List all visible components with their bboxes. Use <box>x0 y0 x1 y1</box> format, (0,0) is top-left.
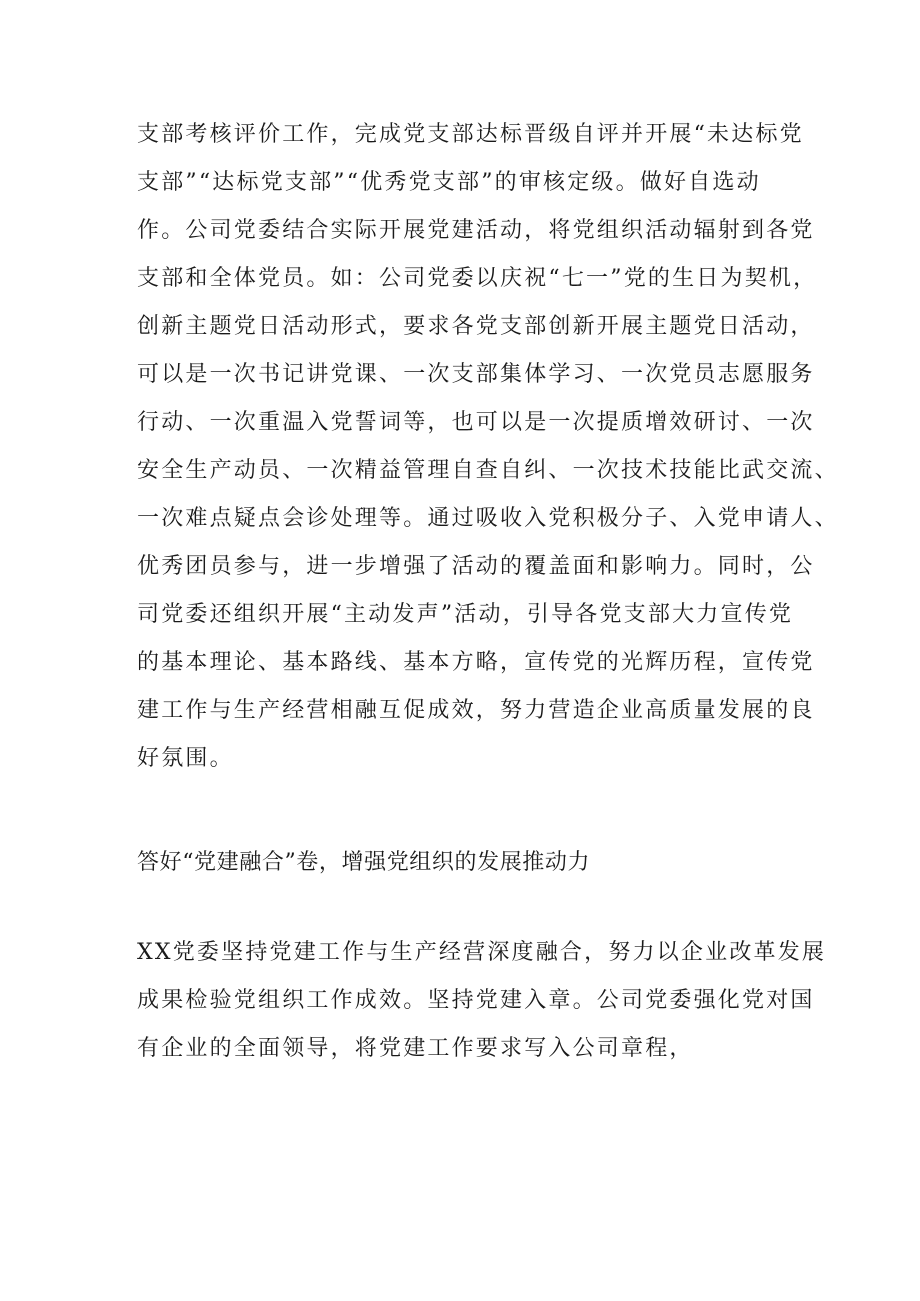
paragraph-1-line: 支部”“达标党支部”“优秀党支部”的审核定级。做好自选动 <box>137 170 761 195</box>
paragraph-1-line: 行动、一次重温入党誓词等，也可以是一次提质增效研讨、一次 <box>137 410 815 435</box>
paragraph-1-line: 一次难点疑点会诊处理等。通过吸收入党积极分子、入党申请人、 <box>137 506 839 531</box>
paragraph-1-line: 司党委还组织开展“主动发声”活动，引导各党支部大力宣传党 <box>137 602 794 627</box>
section-heading: 答好“党建融合”卷，增强党组织的发展推动力 <box>137 850 591 875</box>
paragraph-1-line: 支部考核评价工作，完成党支部达标晋级自评并开展“未达标党 <box>137 122 804 147</box>
paragraph-2-line: 有企业的全面领导，将党建工作要求写入公司章程， <box>137 1036 694 1061</box>
paragraph-1-line: 可以是一次书记讲党课、一次支部集体学习、一次党员志愿服务 <box>137 362 815 387</box>
paragraph-2-line: 成果检验党组织工作成效。坚持党建入章。公司党委强化党对国 <box>137 988 815 1013</box>
paragraph-1-line: 建工作与生产经营相融互促成效，努力营造企业高质量发展的良 <box>137 698 815 723</box>
paragraph-1-line: 安全生产动员、一次精益管理自查自纠、一次技术技能比武交流、 <box>137 458 839 483</box>
paragraph-1-line: 好氛围。 <box>137 746 234 771</box>
paragraph-1-line: 作。公司党委结合实际开展党建活动，将党组织活动辐射到各党 <box>137 218 815 243</box>
paragraph-1-line: 支部和全体党员。如：公司党委以庆祝“七一”党的生日为契机， <box>137 266 818 291</box>
paragraph-1-line: 创新主题党日活动形式，要求各党支部创新开展主题党日活动， <box>137 314 815 339</box>
paragraph-1-line: 的基本理论、基本路线、基本方略，宣传党的光辉历程，宣传党 <box>137 650 815 675</box>
paragraph-2-line: XX党委坚持党建工作与生产经营深度融合，努力以企业改革发展 <box>137 940 827 965</box>
paragraph-1-line: 优秀团员参与，进一步增强了活动的覆盖面和影响力。同时，公 <box>137 554 815 579</box>
